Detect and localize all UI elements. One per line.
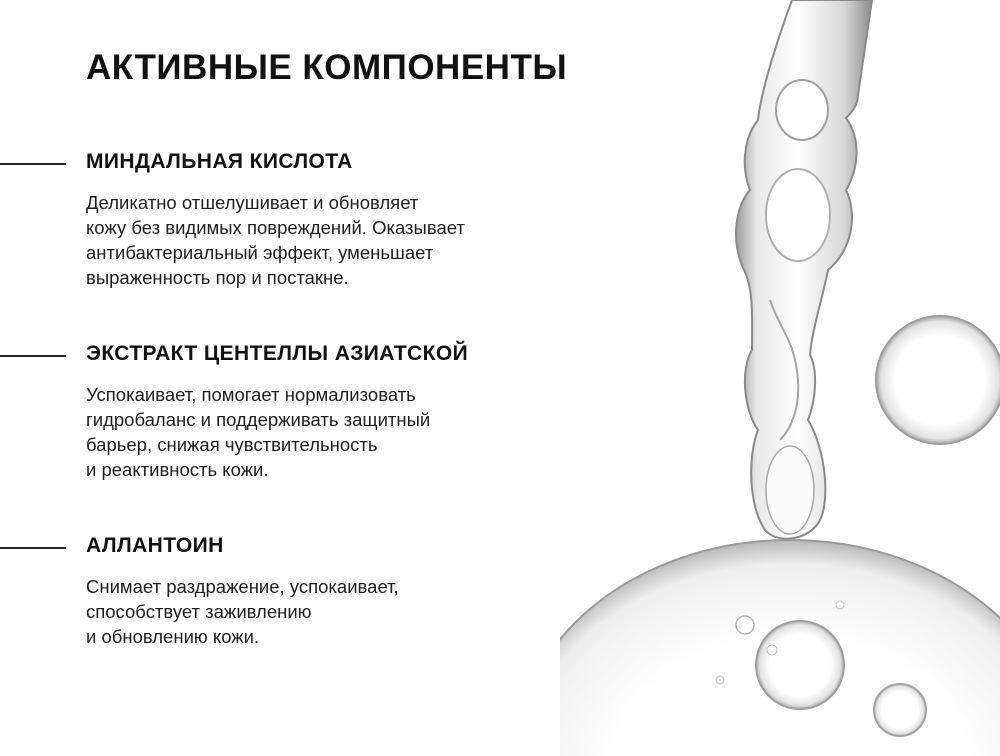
- divider-line: [0, 355, 66, 357]
- liquid-pool: [560, 540, 1000, 756]
- component-description: [86, 190, 465, 290]
- component-description: [86, 574, 399, 649]
- description-line: и реактивность кожи.: [86, 459, 269, 480]
- description-line: барьер, снижая чувствительность: [86, 434, 378, 455]
- description-line: Снимает раздражение, успокаивает,: [86, 576, 399, 597]
- divider-line: [0, 547, 66, 549]
- component-heading: ЭКСТРАКТ ЦЕНТЕЛЛЫ АЗИАТСКОЙ: [86, 342, 469, 365]
- component-heading: АЛЛАНТОИН: [86, 534, 224, 557]
- description-line: кожу без видимых повреждений. Оказывает: [86, 217, 465, 238]
- description-line: Деликатно отшелушивает и обновляет: [86, 192, 419, 213]
- component-heading: МИНДАЛЬНАЯ КИСЛОТА: [86, 150, 353, 173]
- bubble-large: [876, 316, 1000, 444]
- serum-dropper-illustration: [560, 0, 1000, 756]
- description-line: антибактериальный эффект, уменьшает: [86, 242, 434, 263]
- description-line: выраженность пор и постакне.: [86, 267, 349, 288]
- component-description: [86, 382, 430, 482]
- pipette: [736, 0, 872, 539]
- description-line: и обновлению кожи.: [86, 626, 260, 647]
- description-line: гидробаланс и поддерживать защитный: [86, 409, 431, 430]
- divider-line: [0, 163, 66, 165]
- description-line: Успокаивает, помогает нормализовать: [86, 384, 416, 405]
- page-title: АКТИВНЫЕ КОМПОНЕНТЫ: [86, 48, 568, 87]
- description-line: способствует заживлению: [86, 601, 312, 622]
